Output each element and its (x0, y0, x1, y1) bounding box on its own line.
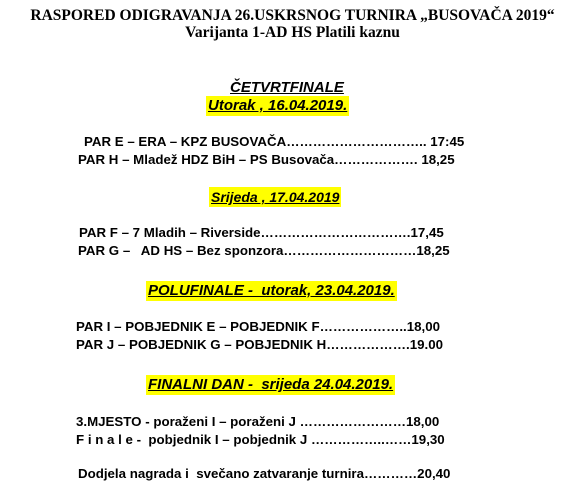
semifinal-heading: POLUFINALE - utorak, 23.04.2019. (148, 282, 395, 299)
match-row-third-place: 3.MJESTO - poraženi I – poraženi J ……………………18,00 (76, 414, 440, 429)
match-row-final: F i n a l e - pobjednik I – pobjednik J ……………..……19,30 (76, 432, 445, 447)
match-row-par-h: PAR H – Mladež HDZ BiH – PS Busovača………………. 18,25 (78, 152, 455, 167)
match-row-par-f: PAR F – 7 Mladih – Riverside…………………………….17,45 (79, 225, 444, 240)
document-title: RASPORED ODIGRAVANJA 26.USKRSNOG TURNIRA „BUSOVAČA 2019“ (30, 7, 555, 24)
document-subtitle: Varijanta 1-AD HS Platili kaznu (185, 24, 400, 41)
quarterfinal-heading: ČETVRTFINALE (230, 79, 344, 96)
closing-ceremony-row: Dodjela nagrada i svečano zatvaranje turnira…………20,40 (78, 466, 451, 481)
quarterfinal-day2-date: Srijeda , 17.04.2019 (211, 189, 340, 205)
quarterfinal-day1-date: Utorak , 16.04.2019. (208, 97, 348, 114)
match-row-par-g: PAR G – AD HS – Bez sponzora…………………………18,25 (78, 243, 450, 258)
match-row-par-j: PAR J – POBJEDNIK G – POBJEDNIK H……………….19.00 (76, 337, 443, 352)
match-row-par-e: PAR E – ERA – KPZ BUSOVAČA………………………….. 17:45 (84, 134, 465, 149)
final-heading: FINALNI DAN - srijeda 24.04.2019. (148, 376, 394, 393)
match-row-par-i: PAR I – POBJEDNIK E – POBJEDNIK F………………..18,00 (76, 319, 441, 334)
